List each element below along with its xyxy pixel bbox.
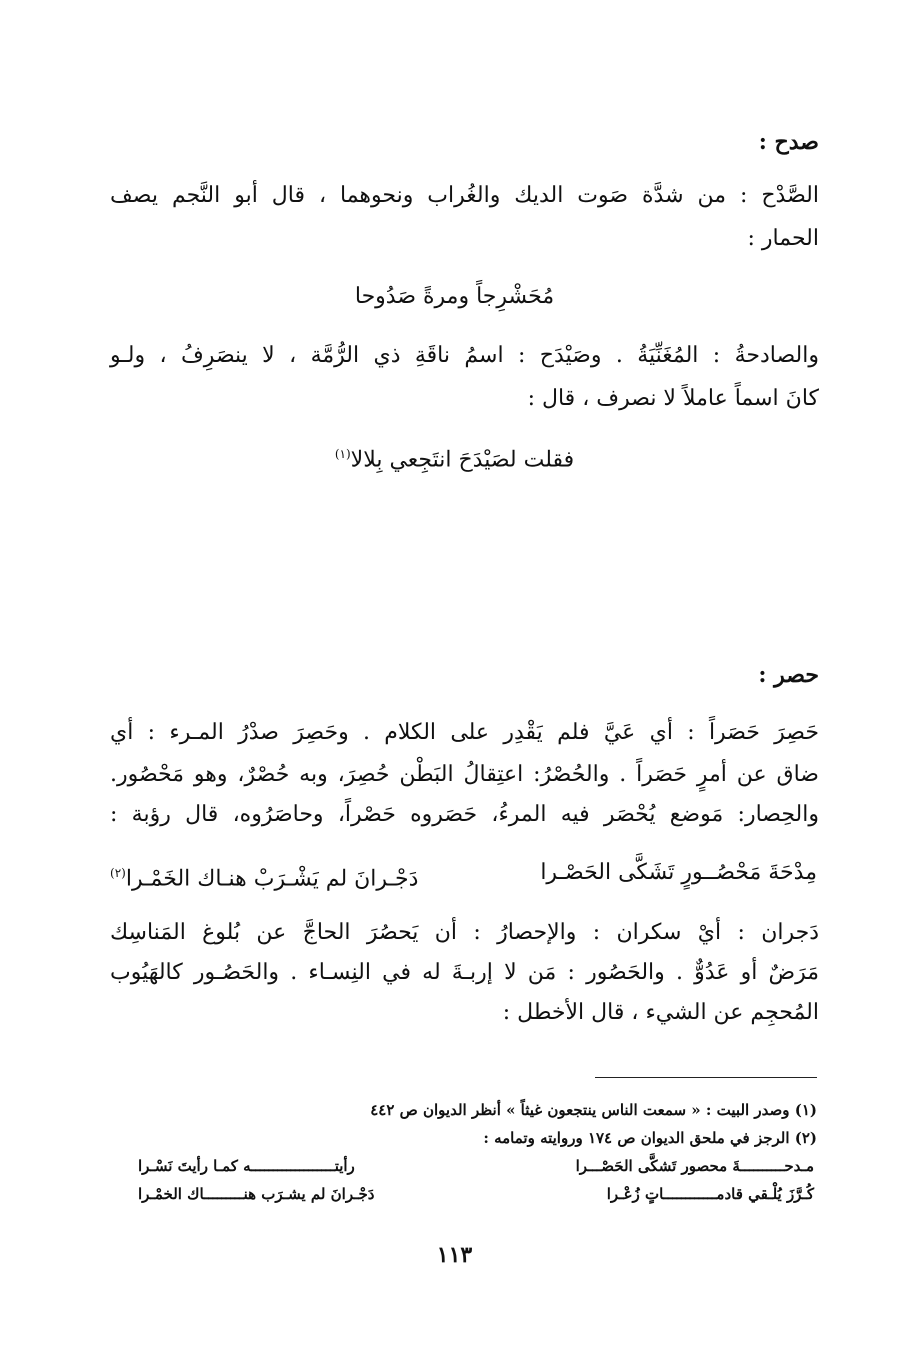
body-line: ضاق عن أمرٍ حَصَراً . والحُصْرُ: اعتِقالُ البَطْن حُصِرَ، وبه حُصْرٌ، وهو مَحْصُور.	[110, 762, 819, 787]
body-line: حَصِرَ حَصَراً : أي عَيَّ فلم يَقْدِر على الكلام . وحَصِرَ صدْرُ المـرء : أي	[110, 720, 819, 745]
footnote-marker: (٢)	[110, 866, 126, 880]
page-number: ١١٣	[436, 1242, 473, 1268]
footnote-marker: (١)	[334, 447, 351, 461]
verse-hemistich-left	[110, 858, 418, 894]
verse-line: مُحَشْرِجاً ومرةً صَدُوحا	[354, 284, 555, 309]
entry-heading-sadh: صدح :	[758, 129, 819, 155]
verse-line	[90, 439, 819, 475]
verse-text: فقلت لصَيْدَحَ انتَجِعي بِلالا	[350, 447, 575, 473]
footnote-rule	[595, 1077, 817, 1078]
entry-heading-hasr: حصر :	[758, 662, 819, 688]
footnote-verse-right: كُـرَّزَ يُلْـقي قادمــــــــــــاتٍ زُعْـرا	[606, 1185, 814, 1203]
verse-text: دَجْـرانَ لم يَشْـرَبْ هنـاك الخَمْـرا	[125, 866, 419, 892]
body-line: مَرَضٌ أو عَدُوٌّ . والحَصُور : مَن لا إربـةَ له في النِسـاء . والحَصُـور كالهَيُوب	[110, 960, 819, 985]
body-line: دَجران : أيْ سكران : والإحصارُ : أن يَحصُرَ الحاجَّ عن بُلوغ المَناسِك	[110, 920, 819, 945]
body-line: المُحجِم عن الشيء ، قال الأخطل :	[502, 1000, 819, 1025]
body-line: والحِصار: مَوضع يُحْصَر فيه المرءُ، حَصَروه حَصْراً، وحاصَرُوه، قال رؤبة :	[110, 802, 819, 827]
verse-text: مِدْحَةَ مَحْصُــورٍ تَشَكَّى الحَصْـرا	[540, 860, 817, 885]
body-line: والصادحةُ : المُغَنِّيَةُ . وصَيْدَح : اسمُ ناقَةِ ذي الرُّمَّة ، لا ينصَرِفُ ، ولـو	[110, 343, 819, 368]
footnote-verse-left: رأيتـــــــــــــــــــه كمـا رأيتَ نَسْـرا	[138, 1157, 355, 1175]
footnote-1: (١) وصدر البيت : « سمعت الناس ينتجعون غيثاً » أنظر الديوان ص ٤٤٢	[370, 1101, 817, 1119]
body-line: الحمار :	[747, 226, 819, 251]
footnote-verse-right: مـدحــــــــــةَ محصور تَشكَّى الحَصْـــرا	[575, 1157, 814, 1175]
body-line: الصَّدْح : من شدَّة صَوت الديك والغُراب ونحوهما ، قال أبو النَّجم يصف	[110, 183, 819, 208]
footnote-2: (٢) الرجز في ملحق الديوان ص ١٧٤ وروايته وتمامه :	[483, 1129, 817, 1147]
body-line: كانَ اسماً عاملاً لا نصرف ، قال :	[527, 386, 819, 411]
footnote-verse-left: دَجْـرانَ لم يشـرَب هنـــــــــاك الخمْـرا	[138, 1185, 375, 1203]
verse-hemistich-right	[540, 858, 817, 888]
